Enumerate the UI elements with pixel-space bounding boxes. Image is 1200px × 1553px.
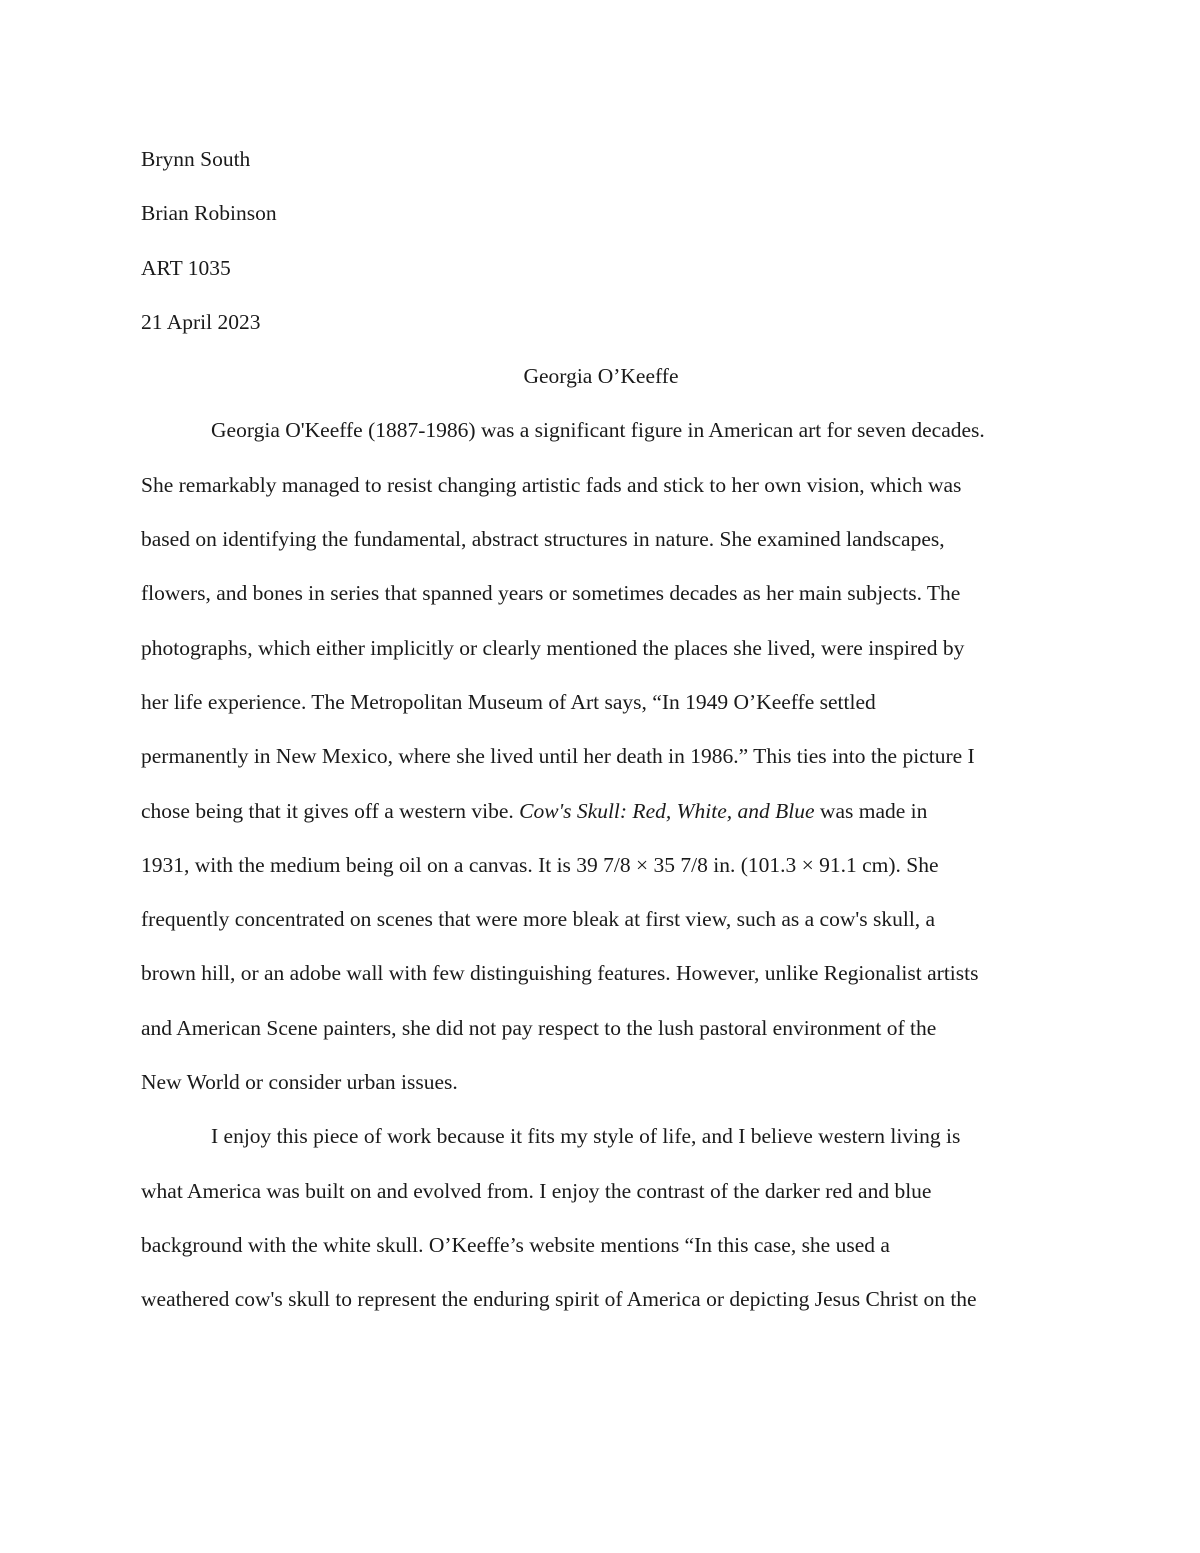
paragraph-1 — [141, 403, 1061, 1109]
paragraph-line: New World or consider urban issues. — [141, 1070, 458, 1095]
paragraph-2 — [141, 1109, 1061, 1326]
artwork-title: Cow's Skull: Red, White, and Blue — [519, 798, 815, 823]
line-text: chose being that it gives off a western vibe. — [141, 798, 520, 823]
document-body — [141, 132, 1061, 1327]
paragraph-line: background with the white skull. O’Keeffe’s website mentions “In this case, she used a — [141, 1232, 890, 1257]
paragraph-line: and American Scene painters, she did not pay respect to the lush pastoral environment of the — [141, 1015, 937, 1040]
paragraph-line: Georgia O'Keeffe (1887-1986) was a significant figure in American art for seven decades. — [211, 418, 985, 443]
paragraph-line: photographs, which either implicitly or clearly mentioned the places she lived, were inspired by — [141, 635, 965, 660]
line-text: was made in — [814, 798, 928, 823]
student-name: Brynn South — [141, 147, 251, 171]
paragraph-line: based on identifying the fundamental, abstract structures in nature. She examined landscapes, — [141, 527, 945, 552]
paragraph-line: brown hill, or an adobe wall with few distinguishing features. However, unlike Regionalist artists — [141, 961, 979, 986]
date: 21 April 2023 — [141, 309, 261, 334]
paragraph-line: weathered cow's skull to represent the enduring spirit of America or depicting Jesus Christ on the — [141, 1287, 977, 1312]
paragraph-line: 1931, with the medium being oil on a canvas. It is 39 7/8 × 35 7/8 in. (101.3 × 91.1 cm). She — [141, 852, 939, 877]
paragraph-line — [141, 784, 1061, 838]
paragraph-line: She remarkably managed to resist changing artistic fads and stick to her own vision, which was — [141, 472, 962, 497]
paragraph-line: permanently in New Mexico, where she lived until her death in 1986.” This ties into the picture I — [141, 744, 975, 769]
paragraph-line: what America was built on and evolved from. I enjoy the contrast of the darker red and blue — [141, 1178, 932, 1203]
instructor-name: Brian Robinson — [141, 201, 277, 226]
essay-title: Georgia O’Keeffe — [523, 364, 679, 389]
paragraph-line: I enjoy this piece of work because it fits my style of life, and I believe western living is — [211, 1124, 961, 1149]
course-name: ART 1035 — [141, 255, 231, 280]
paragraph-line: frequently concentrated on scenes that were more bleak at first view, such as a cow's skull, a — [141, 907, 936, 932]
paragraph-line: her life experience. The Metropolitan Museum of Art says, “In 1949 O’Keeffe settled — [141, 689, 876, 714]
paragraph-line: flowers, and bones in series that spanned years or sometimes decades as her main subjects. The — [141, 581, 961, 606]
